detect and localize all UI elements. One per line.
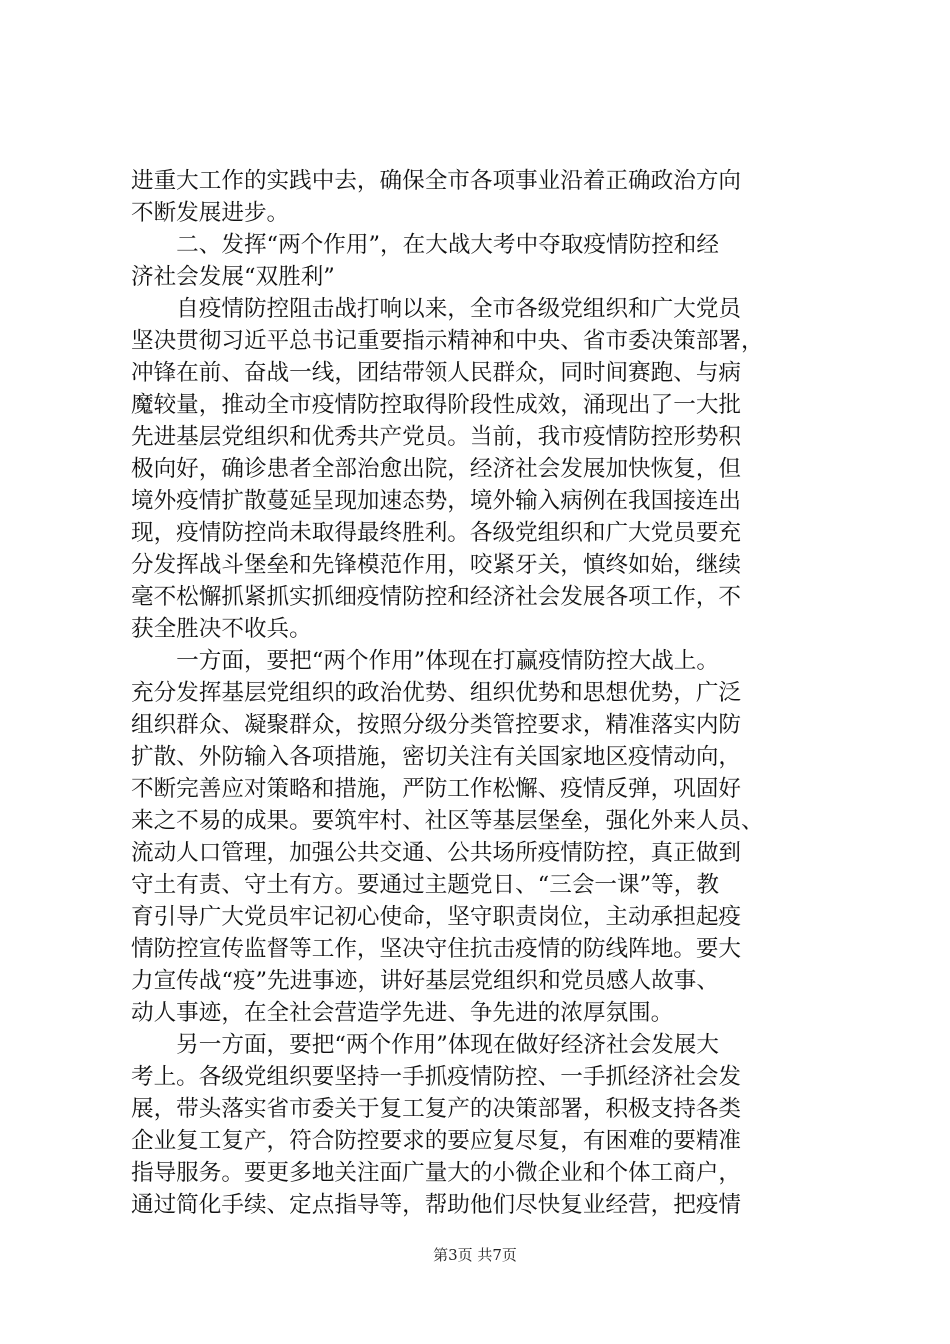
text-line: 考上。各级党组织要坚持一手抓疫情防控、一手抓经济社会发 <box>131 1064 742 1090</box>
text-line: 魔较量，推动全市疫情防控取得阶段性成效，涌现出了一大批 <box>131 392 742 418</box>
text-line: 获全胜决不收兵。 <box>131 616 312 642</box>
document-body <box>131 165 831 1221</box>
text-line: 先进基层党组织和优秀共产党员。当前，我市疫情防控形势积 <box>131 424 742 450</box>
text-line: 进重大工作的实践中去，确保全市各项事业沿着正确政治方向 <box>131 168 742 194</box>
section-heading-line: 二、发挥“两个作用”，在大战大考中夺取疫情防控和经 <box>131 232 719 258</box>
text-line: 流动人口管理，加强公共交通、公共场所疫情防控，真正做到 <box>131 840 742 866</box>
text-line: 一方面，要把“两个作用”体现在打赢疫情防控大战上。 <box>131 648 719 674</box>
text-line: 冲锋在前、奋战一线，团结带领人民群众，同时间赛跑、与病 <box>131 360 742 386</box>
text-line: 不断完善应对策略和措施，严防工作松懈、疫情反弹，巩固好 <box>131 776 742 802</box>
text-line: 充分发挥基层党组织的政治优势、组织优势和思想优势，广泛 <box>131 680 742 706</box>
text-line: 展，带头落实省市委关于复工复产的决策部署，积极支持各类 <box>131 1096 742 1122</box>
text-line: 另一方面，要把“两个作用”体现在做好经济社会发展大 <box>131 1032 719 1058</box>
section-heading-line: 济社会发展“双胜利” <box>131 264 335 290</box>
text-line: 育引导广大党员牢记初心使命，坚守职责岗位，主动承担起疫 <box>131 904 742 930</box>
page-number-footer: 第3页 共7页 <box>433 1246 517 1264</box>
text-line: 极向好，确诊患者全部治愈出院，经济社会发展加快恢复，但 <box>131 456 742 482</box>
text-line: 毫不松懈抓紧抓实抓细疫情防控和经济社会发展各项工作，不 <box>131 584 742 610</box>
text-line: 守土有责、守土有方。要通过主题党日、“三会一课”等，教 <box>131 872 719 898</box>
text-line: 坚决贯彻习近平总书记重要指示精神和中央、省市委决策部署， <box>131 328 764 354</box>
text-line: 境外疫情扩散蔓延呈现加速态势，境外输入病例在我国接连出 <box>131 488 742 514</box>
text-line: 情防控宣传监督等工作，坚决守住抗击疫情的防线阵地。要大 <box>131 936 742 962</box>
text-line: 现，疫情防控尚未取得最终胜利。各级党组织和广大党员要充 <box>131 520 742 546</box>
text-line: 扩散、外防输入各项措施，密切关注有关国家地区疫情动向， <box>131 744 742 770</box>
text-line: 通过简化手续、定点指导等，帮助他们尽快复业经营，把疫情 <box>131 1192 742 1218</box>
text-line: 自疫情防控阻击战打响以来，全市各级党组织和广大党员 <box>131 296 742 322</box>
text-line: 指导服务。要更多地关注面广量大的小微企业和个体工商户， <box>131 1160 742 1186</box>
text-line: 组织群众、凝聚群众，按照分级分类管控要求，精准落实内防 <box>131 712 742 738</box>
text-line: 来之不易的成果。要筑牢村、社区等基层堡垒，强化外来人员、 <box>131 808 764 834</box>
text-line: 企业复工复产，符合防控要求的要应复尽复，有困难的要精准 <box>131 1128 742 1154</box>
text-line: 动人事迹，在全社会营造学先进、争先进的浓厚氛围。 <box>131 1000 674 1026</box>
text-line: 不断发展进步。 <box>131 200 290 226</box>
text-line: 力宣传战“疫”先进事迹，讲好基层党组织和党员感人故事、 <box>131 968 719 994</box>
text-line: 分发挥战斗堡垒和先锋模范作用，咬紧牙关，慎终如始，继续 <box>131 552 742 578</box>
